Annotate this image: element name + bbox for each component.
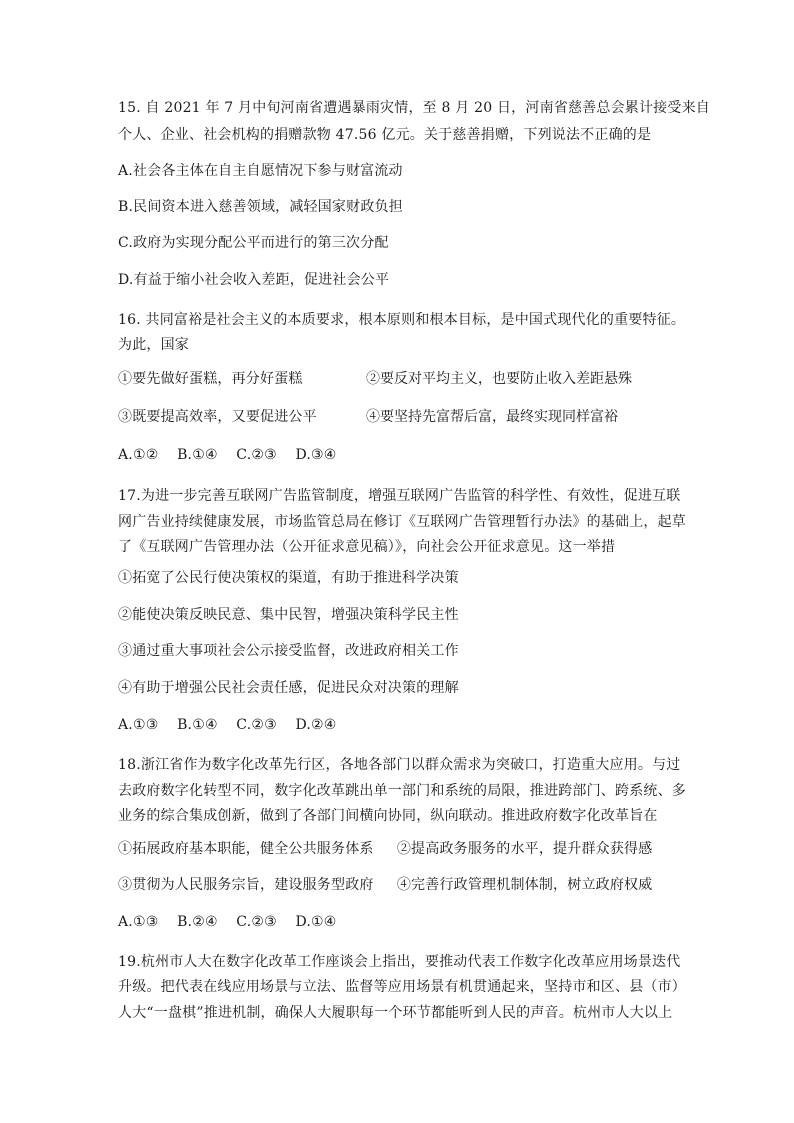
- question-17-line-2: 网广告业持续健康发展，市场监管总局在修订《互联网广告管理暂行办法》的基础上，起草: [118, 514, 686, 530]
- question-18-line-3: 业务的综合集成创新，做到了各部门间横向协同，纵向联动。推进政府数字化改革旨在: [118, 808, 658, 824]
- question-16-item-4: ④要坚持先富帮后富，最终实现同样富裕: [366, 409, 618, 425]
- question-17-item-1: ①拓宽了公民行使决策权的渠道，有助于推进科学决策: [118, 570, 459, 586]
- question-16-item-2: ②要反对平均主义，也要防止收入差距悬殊: [366, 371, 632, 387]
- question-16-item-1: ①要先做好蛋糕，再分好蛋糕: [118, 371, 303, 387]
- question-17-item-2: ②能使决策反映民意、集中民智，增强决策科学民主性: [118, 607, 459, 623]
- question-17-item-4: ④有助于增强公民社会责任感，促进民众对决策的理解: [118, 680, 459, 696]
- question-19-line-3: 人大“一盘棋”推进机制，确保人大履职每一个环节都能听到人民的声音。杭州市人大以上: [118, 1005, 673, 1021]
- question-16-item-3: ③既要提高效率，又要促进公平: [118, 409, 317, 425]
- question-19-line-2: 升级。把代表在线应用场景与立法、监督等应用场景有机贯通起来，坚持市和区、县（市）: [118, 979, 686, 995]
- question-15-option-c: C.政府为实现分配公平而进行的第三次分配: [118, 235, 389, 251]
- question-19-line-1: 19.杭州市人大在数字化改革工作座谈会上指出，要推动代表工作数字化改革应用场景迭代: [118, 954, 681, 970]
- question-18-line-2: 去政府数字化转型不同，数字化改革跳出单一部门和系统的局限，推进跨部门、跨系统、多: [118, 783, 686, 799]
- question-17-answers: A.①③ B.①④ C.②③ D.②④: [118, 717, 337, 733]
- question-15-line-2: 个人、企业、社会机构的捐赠款物 47.56 亿元。关于慈善捐赠，下列说法不正确的是: [118, 127, 652, 143]
- question-16-line-1: 16. 共同富裕是社会主义的本质要求，根本原则和根本目标，是中国式现代化的重要特征。: [118, 312, 686, 328]
- question-17-line-3: 了《互联网广告管理办法（公开征求意见稿）》，向社会公开征求意见。这一举措: [118, 539, 616, 555]
- question-17-line-1: 17.为进一步完善互联网广告监管制度，增强互联网广告监管的科学性、有效性，促进互联: [118, 488, 681, 504]
- question-16-line-2: 为此，国家: [118, 337, 189, 353]
- question-18-answers: A.①③ B.②④ C.②③ D.①④: [118, 914, 337, 930]
- question-15-option-b: B.民间资本进入慈善领域，减轻国家财政负担: [118, 199, 403, 215]
- question-17-item-3: ③通过重大事项社会公示接受监督，改进政府相关工作: [118, 643, 459, 659]
- question-18-items-row-2: ③贯彻为人民服务宗旨，建设服务型政府 ④完善行政管理机制体制，树立政府权威: [118, 877, 653, 893]
- question-15-option-a: A.社会各主体在自主自愿情况下参与财富流动: [118, 163, 403, 179]
- question-15-line-1: 15. 自 2021 年 7 月中旬河南省遭遇暴雨灾情，至 8 月 20 日，河南省慈善总会累计接受来自: [118, 100, 710, 116]
- question-16-answers: A.①② B.①④ C.②③ D.③④: [118, 447, 337, 463]
- question-18-items-row-1: ①拓展政府基本职能，健全公共服务体系 ②提高政务服务的水平，提升群众获得感: [118, 841, 653, 857]
- question-18-line-1: 18.浙江省作为数字化改革先行区，各地各部门以群众需求为突破口，打造重大应用。与过: [118, 757, 681, 773]
- question-15-option-d: D.有益于缩小社会收入差距，促进社会公平: [118, 272, 390, 288]
